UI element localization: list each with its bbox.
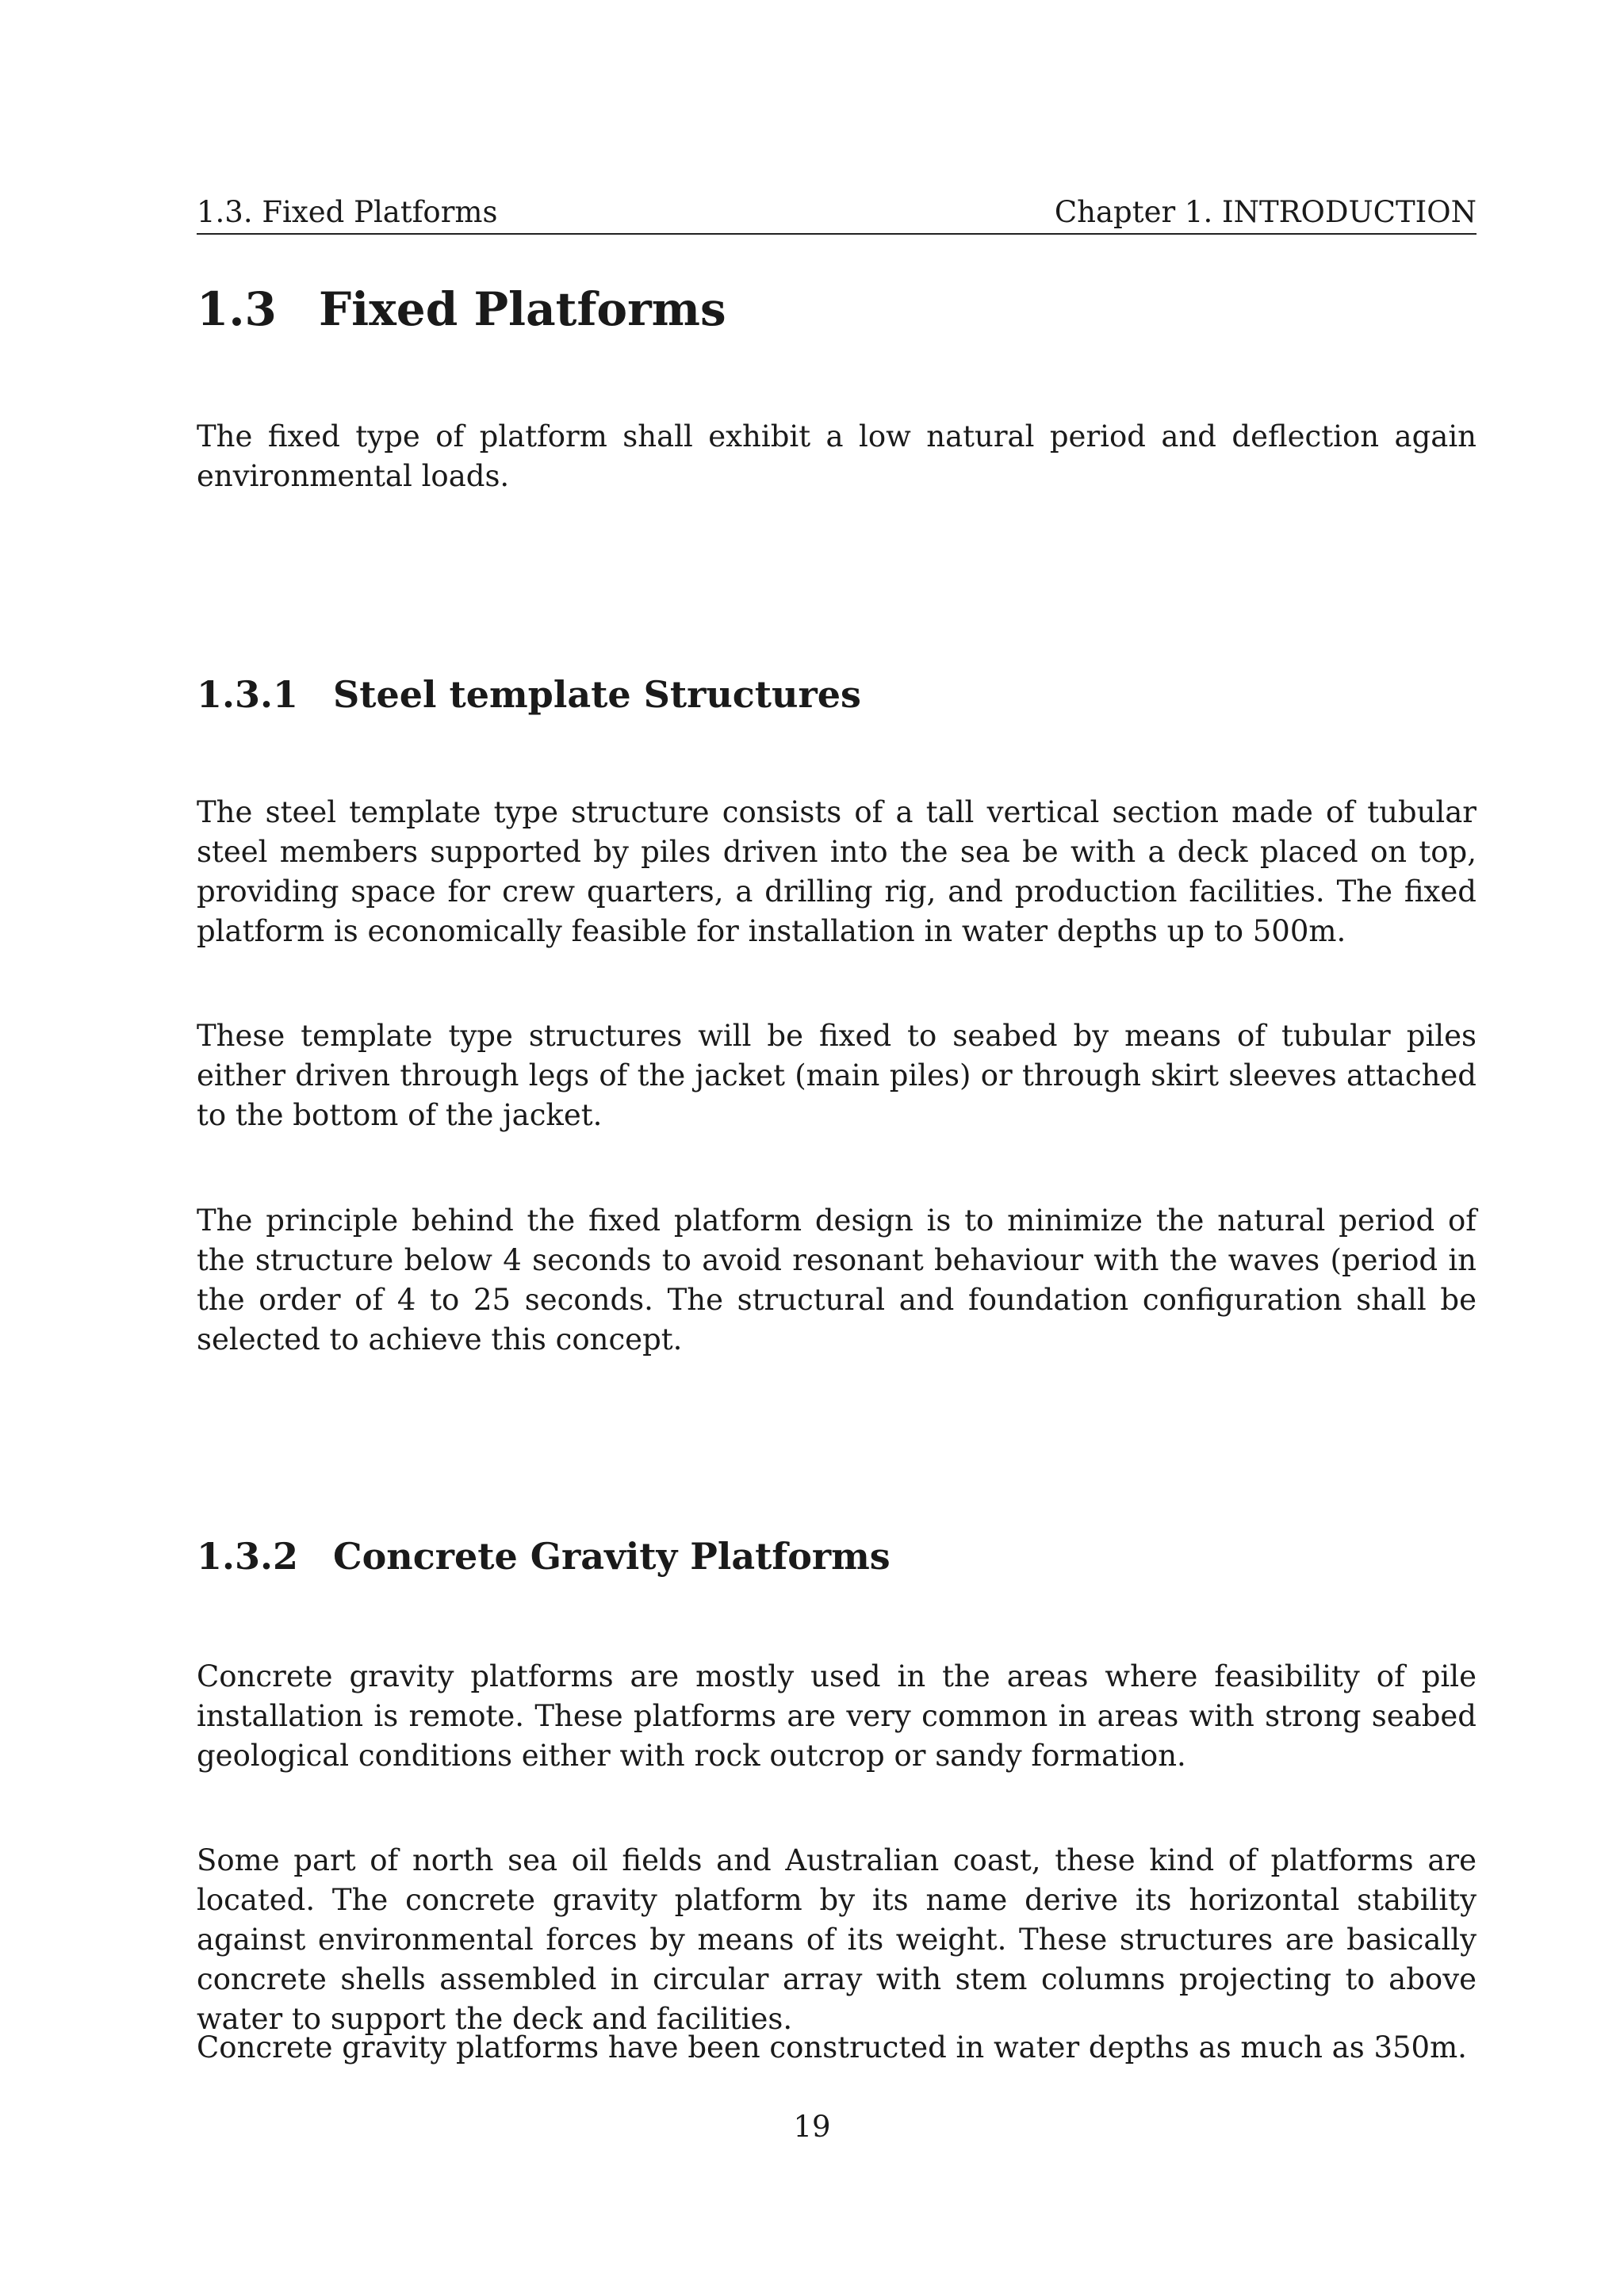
paragraph: The principle behind the fixed platform design is to minimize the natural period of the structure below 4 seconds to avoid resonant behaviour with the waves (period in the order of 4 to 25 seconds. The structural and foundation configuration shall be selected to achieve this concept. <box>197 1203 1477 1357</box>
subsection-number: 1.3.2 <box>197 1535 299 1578</box>
subsection-heading-concrete <box>197 1532 891 1581</box>
paragraph: The steel template type structure consists of a tall vertical section made of tubular steel members supported by piles driven into the sea be with a deck placed on top, providing space for crew quarters, a drilling rig, and production facilities. The fixed platform is economically feasible for installation in water depths up to 500m. <box>197 795 1477 948</box>
header-chapter-label: Chapter 1. INTRODUCTION <box>1054 195 1477 229</box>
section-intro-paragraph: The fixed type of platform shall exhibit a low natural period and deflection again environmental loads. <box>197 419 1477 493</box>
paragraph: Concrete gravity platforms are mostly used in the areas where feasibility of pile installation is remote. These platforms are very common in areas with strong seabed geological conditions either with rock outcrop or sandy formation. <box>197 1659 1477 1773</box>
running-header <box>197 192 1477 235</box>
paragraph: Concrete gravity platforms have been constructed in water depths as much as 350m. <box>197 2030 1467 2064</box>
section-heading <box>197 277 726 341</box>
section-title: Fixed Platforms <box>319 282 726 336</box>
subsection-heading-steel <box>197 670 861 719</box>
paragraph: Some part of north sea oil fields and Australian coast, these kind of platforms are located. The concrete gravity platform by its name derive its horizontal stability against environmental forces by means of its weight. These structures are basically concrete shells assembled in circular array with stem columns projecting to above water to support the deck and facilities. <box>197 1843 1477 2036</box>
subsection-number: 1.3.1 <box>197 673 299 716</box>
header-section-label: 1.3. Fixed Platforms <box>197 195 498 229</box>
subsection-title: Concrete Gravity Platforms <box>333 1535 891 1578</box>
subsection-title: Steel template Structures <box>333 673 861 716</box>
paragraph: These template type structures will be fixed to seabed by means of tubular piles either driven through legs of the jacket (main piles) or through skirt sleeves attached to the bottom of the jacket. <box>197 1019 1477 1132</box>
section-number: 1.3 <box>197 282 277 336</box>
page-number: 19 <box>793 2110 831 2144</box>
